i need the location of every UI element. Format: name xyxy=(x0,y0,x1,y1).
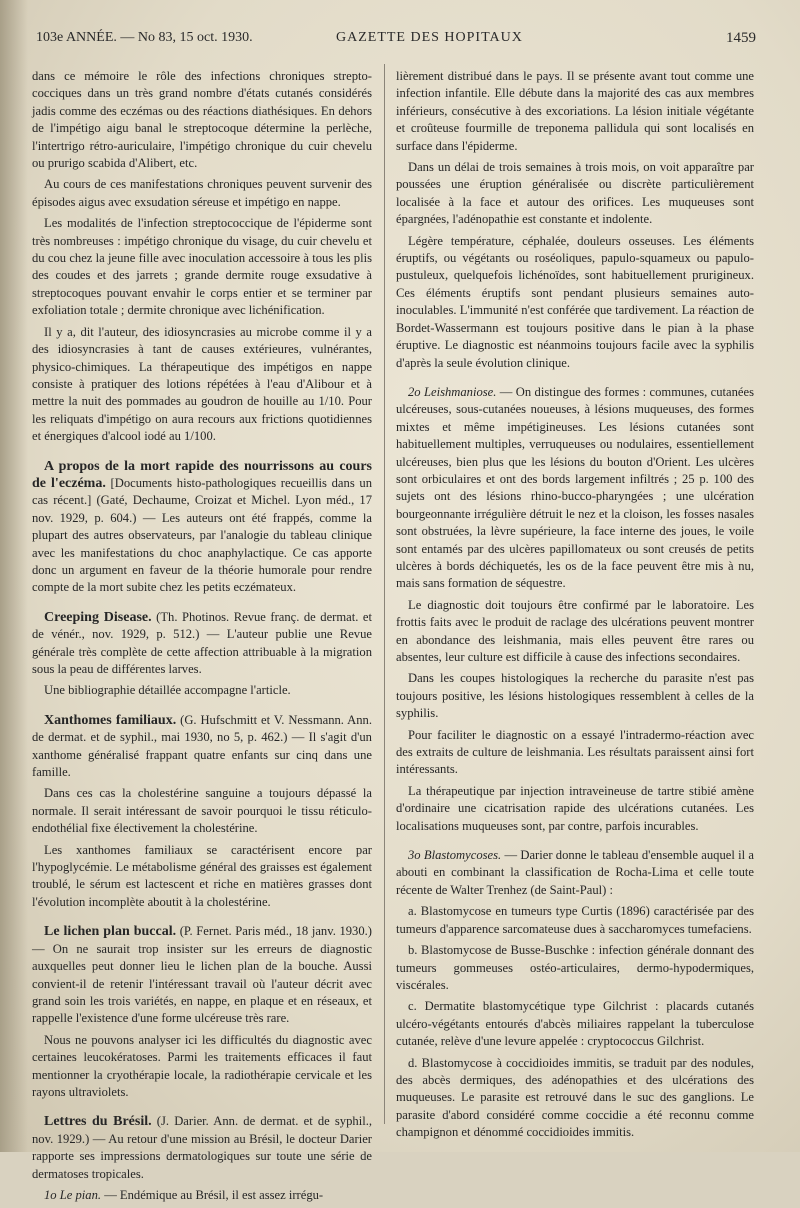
paragraph: Dans un délai de trois semaines à trois mois, on voit apparaître par poussées une éruption généralisée ou discrète particulièrement localisée à la face et autour des orifices. Les muqueuses sont épargnées, l'adénopathie est constante et indolente. xyxy=(396,160,754,227)
article-title: Creeping Disease. xyxy=(44,609,152,625)
right-column xyxy=(396,68,754,1146)
article-body: On ne saurait trop insister sur les erreurs de diagnostic auxquelles peut donner lieu le lichen plan de la bouche. Aussi convient-il de retenir l'intéressant travail où l'auteur décrit avec grand soin les trois variétés, en nappe, en plaque et en réseaux, et rappelle l'existence d'une forme ulcéreuse très rare. xyxy=(32,941,373,1026)
article-reference: (Th. Photinos. Revue franç. de dermat. et de vénér., nov. 1929, p. 512.) — xyxy=(32,609,372,642)
paragraph xyxy=(396,384,754,593)
article-title: Lettres du Brésil. xyxy=(44,1114,152,1130)
article-reference: [Documents histo-pathologiques recueillis dans un cas récent.] (Gaté, Dechaume, Croizat et Michel. Lyon méd., 17 nov. 1929, p. 604.) — xyxy=(32,475,373,525)
paragraph: Le diagnostic doit toujours être confirmé par le laboratoire. Les frottis faits avec le produit de raclage des ulcérations peuvent montrer en abondance des leishmania, mais elles peuvent être rares ou absentes, leur culture est difficile à cause des infections secondaires. xyxy=(396,597,754,664)
subsection-lead: 3o Blastomycoses. xyxy=(408,848,502,863)
paragraph: lièrement distribué dans le pays. Il se présente avant tout comme une infection infantile. Elle débute dans la majorité des cas aux membres inférieurs, consécutive à des excoriations. La lésion initiale végétante et croûteuse fourmille de treponema pallidula qui sont localisés en surface dans l'épiderme. xyxy=(396,69,754,153)
paragraph: Pour faciliter le diagnostic on a essayé l'intradermo-réaction avec des extraits de culture de leishmania. Les résultats paraissent ainsi fort intéressants. xyxy=(396,727,754,777)
paragraph: Au cours de ces manifestations chroniques peuvent survenir des épisodes aigus avec exsudation séreuse et impétigo en nappe. xyxy=(32,177,372,209)
subsection-lead: 2o Leishmaniose. xyxy=(408,384,497,399)
paragraph: Dans ces cas la cholestérine sanguine a toujours dépassé la normale. Il serait intéressant de savoir pourquoi le tissu réticulo-endothélial fixe électivement la cholestérine. xyxy=(32,786,372,836)
paragraph: Nous ne pouvons analyser ici les difficultés du diagnostic avec certaines leucokératoses. Parmi les traitements efficaces il faut mentionner la cryothérapie locale, la radiothérapie cervicale et les rayons ultraviolets. xyxy=(32,1032,372,1099)
list-item: a. Blastomycose en tumeurs type Curtis (1896) caractérisée par des tumeurs d'apparence sarcomateuse dues à saccharomyces tumefaciens. xyxy=(396,904,754,936)
paragraph: Les xanthomes familiaux se caractérisent encore par l'hypoglycémie. Le métabolisme général des graisses est également troublé, le sérum est lactescent et riche en matières grasses dont l'évolution incomplète aboutit à la cholestérine. xyxy=(32,842,372,909)
subsection-lead: 1o Le pian. xyxy=(44,1187,102,1202)
article-entry xyxy=(32,458,372,597)
article-reference: (P. Fernet. Paris méd., 18 janv. 1930.) — xyxy=(32,924,372,956)
paragraph: Une bibliographie détaillée accompagne l'article. xyxy=(44,683,291,698)
subsection-body: — Endémique au Brésil, il est assez irrégu- xyxy=(104,1187,324,1202)
article-entry xyxy=(32,712,372,782)
page-edge-shadow xyxy=(0,0,28,1152)
article-body: Il s'agit d'un xanthome généralisé frappant quatre enfants sur cinq dans une famille. xyxy=(32,730,372,780)
article-reference: (J. Darier. Ann. de dermat. et de syphil., nov. 1929.) — xyxy=(32,1114,372,1146)
list-item: b. Blastomycose de Busse-Buschke : infection générale donnant des tumeurs gommeuses ostéo-articulaires, dermo-hypodermiques, viscérales. xyxy=(396,943,754,992)
article-title: Le lichen plan buccal. xyxy=(44,924,177,940)
left-column xyxy=(32,68,372,1208)
article-entry xyxy=(32,923,372,1027)
list-item: c. Dermatite blastomycétique type Gilchrist : placards cutanés ulcéro-végétants entourés d'abcès miliaires rappelant la tuberculose cutanée, relève d'une levure appelée : cryptococcus Gilchrist. xyxy=(396,999,754,1049)
running-header xyxy=(36,30,756,52)
paragraph: Dans les coupes histologiques la recherche du parasite n'est pas toujours positive, les lésions histologiques ressemblent à celles de la syphilis. xyxy=(396,671,754,721)
paragraph: Il y a, dit l'auteur, des idiosyncrasies au microbe comme il y a des idiosyncrasies à tant de causes extérieures, vulnérantes, physico-chimiques. La thérapeutique des impétigos en nappe consiste à pratiquer des lotions répétées à l'eau d'Alibour et à mettre la nuit des pommades au goudron de houille au 1/10. Pour les reliquats d'impétigo on aura recours aux frictions quotidiennes et énergiques d'alcool iodé au 1/100. xyxy=(32,324,372,444)
article-body: Au retour d'une mission au Brésil, le docteur Darier rapporte ses impressions dermatologiques sur toute une série de dermatoses tropicales. xyxy=(32,1131,372,1181)
article-entry xyxy=(32,609,372,679)
paragraph: dans ce mémoire le rôle des infections chroniques strepto-cocciques dans un très grand nombre d'états cutanés considérés jadis comme des eczémas ou des réactions diathésiques. En dehors de l'impétigo aigu banal le streptocoque détermine la perlèche, l'intertrigo rétro-auriculaire, l'impétigo chronique du cuir chevelu ou prurigo scabida d'Alibert, etc. xyxy=(32,69,372,171)
subsection-body: — On distingue des formes : communes, cutanées ulcéreuses, sous-cutanées noueuses, à lésions muqueuses, des formes mixtes et même impétigineuses. Les lésions cutanées sont habituellement multiples, verruqueuses ou nodulaires, essentiellement ulcéreuses, bien plus que les lésions du bouton d'Orient. Les ulcères sont orbiculaires et ont des bords largement infiltrés ; 25 p. 100 des sujets ont des lésions rhino-bucco-pharyngées ; une ulcération bourgeonnante irrégulière détruit le nez et la cloison, les fosses nasales sont obstruées, la lèvre supérieure, la face interne des joues, le voile sont entamés par des ulcères papillomateux ou sont creusés de petits ulcères à bords déchiquetés, les os de la face peuvent être mis à nu, mais sans formation de séquestre. xyxy=(396,384,754,591)
paragraph xyxy=(32,1187,372,1204)
paragraph: La thérapeutique par injection intraveineuse de tartre stibié amène d'ordinaire une cicatrisation rapide des ulcérations cutanées. Les localisations muqueuses sont, par contre, parfois incurables. xyxy=(396,783,754,833)
list-item: d. Blastomycose à coccidioides immitis, se traduit par des nodules, des abcès dermiques, des adénopathies et des ulcérations des muqueuses. Le parasite est retrouvé dans le suc des ganglions. Le parasite d'abord considéré comme coccidie a été reconnu comme champignon et dénommé coccidioides immitis. xyxy=(396,1055,754,1140)
article-reference: (G. Hufschmitt et V. Nessmann. Ann. de dermat. et de syphil., mai 1930, no 5, p. 462.) — xyxy=(32,712,372,745)
paragraph xyxy=(396,847,754,899)
paragraph: Les modalités de l'infection streptococcique de l'épiderme sont très nombreuses : impétigo chronique du visage, du cuir chevelu et du cou chez la jeune fille avec inoculation accessoire à tous les plis des coudes et des jarrets ; grande dermite rouge exsudative à streptocoques pouvant envahir le corps entier et se terminer par exfoliation totale ; dermite chronique avec lichénification. xyxy=(32,216,372,318)
article-body: Les auteurs ont été frappés, comme la plupart des autres observateurs, par l'analogie du tableau clinique avec les manifestations du choc anaphylactique. Ce cas apporte donc un argument en faveur de la théorie humorale pour rendre compte de la mort subite chez les petits eczémateux. xyxy=(32,510,372,595)
article-body: L'auteur publie une Revue générale très complète de cette affection attribuable à la migration sous la peau de différentes larves. xyxy=(32,627,372,676)
header-journal-title: GAZETTE DES HOPITAUX xyxy=(336,30,523,45)
article-title: A propos de la mort rapide des nourrissons au cours de l'eczéma. xyxy=(32,458,372,491)
paragraph: Légère température, céphalée, douleurs osseuses. Les éléments éruptifs, ou végétants ou roséoliques, papulo-squameux ou papulo-pustuleux, quelquefois lichénoïdes, sont habituellement prurigineux. Ces éléments éruptifs sont pendant plusieurs semaines auto-inoculables. L'immunité n'est conférée que tardivement. La réaction de Bordet-Wassermann est toujours positive dans le pian à la phase éruptive. Le diagnostic est néanmoins toujours facile avec la syphilis d'après la seule évolution clinique. xyxy=(396,233,754,370)
subsection-body: — Darier donne le tableau d'ensemble auquel il a abouti en combinant la classification de Rocha-Lima et celle toute récente de Walter Trenhez (de Saint-Paul) : xyxy=(396,848,755,897)
header-page-number: 1459 xyxy=(726,30,756,46)
column-divider xyxy=(384,64,385,1124)
article-entry xyxy=(32,1113,372,1183)
article-title: Xanthomes familiaux. xyxy=(44,712,177,728)
header-issue: 103e ANNÉE. — No 83, 15 oct. 1930. xyxy=(36,30,253,45)
